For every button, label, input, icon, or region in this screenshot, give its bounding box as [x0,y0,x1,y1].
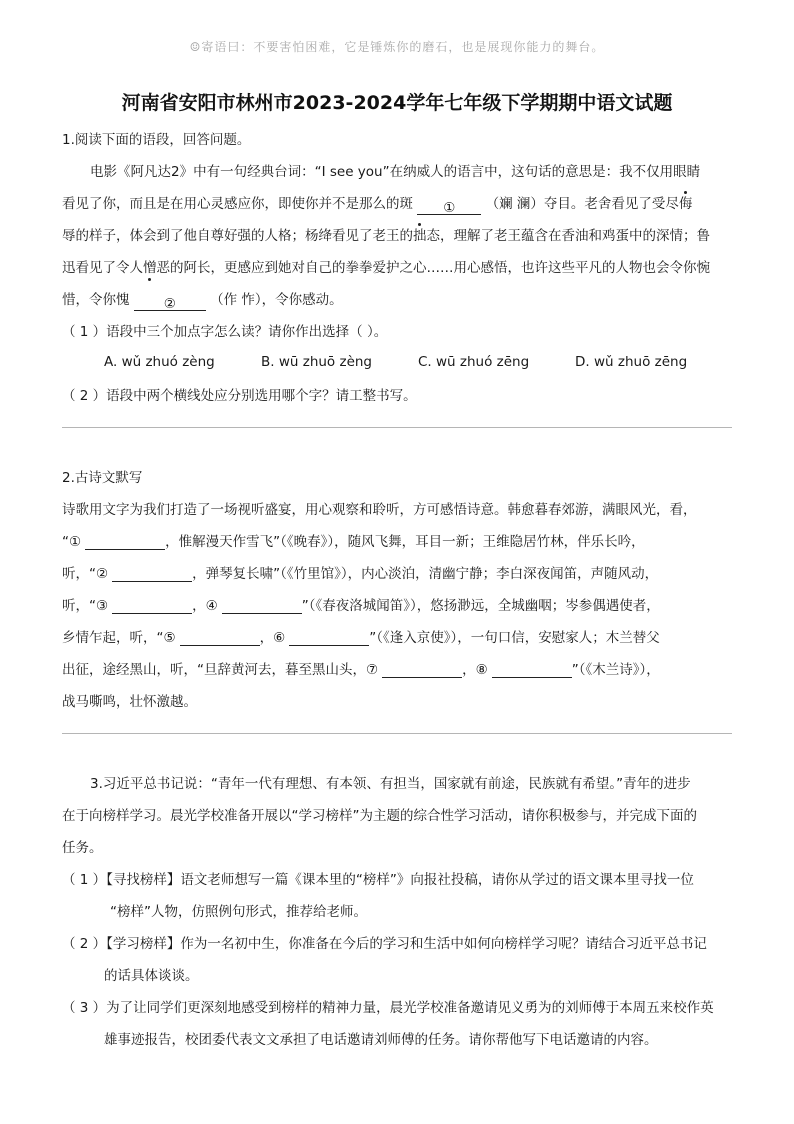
q3-sub-3-line-1: （ 3 ）为了让同学们更深刻地感受到榜样的精神力量，晨光学校准备邀请见义勇为的刘师傅于本周五来校作英 [62,1000,714,1016]
q3-sub-2-line-1: （ 2 ）【学习榜样】作为一名初中生，你准备在今后的学习和生活中如何向榜样学习呢？请结合习近平总书记 [62,936,707,952]
poem-blank-1[interactable] [85,533,165,550]
poem-blank-8[interactable] [492,661,572,678]
q2-line-7: 战马嘶鸣，壮怀激越。 [62,694,197,710]
blank-1[interactable]: ① [417,198,481,215]
page-title: 河南省安阳市林州市2023-2024学年七年级下学期期中语文试题 [121,92,673,114]
option-b[interactable]: B. wū zhuō zèng [261,354,372,370]
poem-blank-7[interactable] [382,661,462,678]
motto-header: ☺寄语曰：不要害怕困难，它是锤炼你的磨石，也是展现你能力的舞台。 [189,40,605,54]
dotted-char-zhuo: 拙 [413,228,427,244]
divider-2 [62,733,732,734]
poem-blank-4[interactable] [222,597,302,614]
dotted-char-zeng: 憎 [143,260,157,276]
poem-blank-6[interactable] [289,629,369,646]
q2-line-1: 诗歌用文字为我们打造了一场视听盛宴，用心观察和聆听，方可感悟诗意。韩愈暮春郊游，满眼风光，看， [62,502,697,518]
q2-heading: 2.古诗文默写 [62,470,143,486]
q2-line-4: 听，“③ ，④ ”（《春夜洛城闻笛》），悠扬渺远，全城幽咽；岑参偶遇使者， [62,598,660,614]
q2-line-5: 乡情乍起，听，“⑤ ，⑥ ”（《逢入京使》），一句口信，安慰家人；木兰替父 [62,630,660,646]
q2-line-2: “① ，惟解漫天作雪飞”（《晚春》），随风飞舞，耳目一新；王维隐居竹林，伴乐长吟， [62,534,645,550]
q2-line-6: 出征，途经黑山，听，“旦辞黄河去，暮至黑山头，⑦ ，⑧ ”（《木兰诗》）， [62,662,660,678]
blank-2[interactable]: ② [134,294,206,311]
poem-blank-5[interactable] [180,629,260,646]
poem-blank-3[interactable] [112,597,192,614]
q1-para-line-2: 看见了你，而且是在用心灵感应你，即使你并不是那么的斑 ① （斓 澜）夺目。老舍看见了受尽侮 [62,196,693,216]
dotted-char-wu: 侮 [678,196,693,212]
q1-para-line-3: 辱的样子，体会到了他自尊好强的人格；杨绛看见了老王的拙态，理解了老王蕴含在香油和鸡蛋中的深情；鲁 [62,228,710,244]
q1-para-line-1: 电影《阿凡达2》中有一句经典台词：“I see you”在纳威人的语言中，这句话的意思是：我不仅用眼睛 [90,164,701,180]
q1-para-line-5: 惜，令你愧 ② （作 怍），令你感动。 [62,292,343,312]
q1-heading: 1.阅读下面的语段，回答问题。 [62,132,251,148]
poem-blank-2[interactable] [112,565,192,582]
divider-1 [62,427,732,428]
option-c[interactable]: C. wū zhuó zēng [418,354,530,370]
option-d[interactable]: D. wǔ zhuō zēng [575,354,688,370]
q1-para-line-4: 迅看见了令人憎恶的阿长，更感应到她对自己的拳拳爱护之心……用心感悟，也许这些平凡的人物也会令你惋 [62,260,710,276]
q3-line-2: 在于向榜样学习。晨光学校准备开展以“学习榜样”为主题的综合性学习活动，请你积极参与，并完成下面的 [62,808,697,824]
q3-line-1: 3.习近平总书记说：“青年一代有理想、有本领、有担当，国家就有前途，民族就有希望。”青年的进步 [90,776,691,792]
q1-sub-question-1: （ 1 ）语段中三个加点字怎么读？请你作出选择（ ）。 [62,324,388,340]
q2-line-3: 听，“② ，弹琴复长啸”（《竹里馆》），内心淡泊，清幽宁静；李白深夜闻笛，声随风动， [62,566,659,582]
q3-sub-1-line-2: “榜样”人物，仿照例句形式，推荐给老师。 [110,904,367,920]
q3-sub-1-line-1: （ 1 ）【寻找榜样】语文老师想写一篇《课本里的“榜样”》向报社投稿，请你从学过的语文课本里寻找一位 [62,872,694,888]
q3-line-3: 任务。 [62,840,103,856]
q3-sub-2-line-2: 的话具体谈谈。 [104,968,199,984]
q1-sub-question-2: （ 2 ）语段中两个横线处应分别选用哪个字？请工整书写。 [62,388,417,404]
option-a[interactable]: A. wǔ zhuó zèng [104,354,215,370]
q3-sub-3-line-2: 雄事迹报告，校团委代表文文承担了电话邀请刘师傅的任务。请你帮他写下电话邀请的内容。 [104,1032,658,1048]
